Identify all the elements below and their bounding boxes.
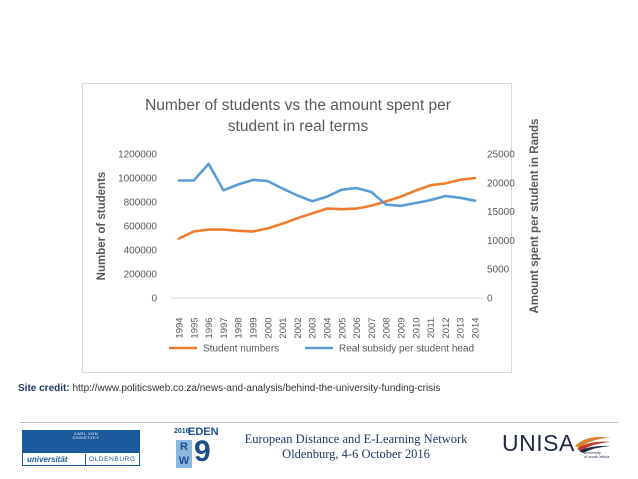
left-tick-label: 400000 — [123, 245, 157, 257]
site-credit-url[interactable]: http://www.politicsweb.co.za/news-and-analysis/behind-the-university-funding-crisis — [72, 383, 441, 394]
oldenburg-logo-carl: CARL VON OSSIETZKY — [72, 431, 100, 440]
unisa-subtitle-1: university — [584, 450, 601, 455]
x-tick-label: 1997 — [218, 317, 230, 339]
line-chart — [83, 84, 541, 374]
oldenburg-logo — [22, 430, 140, 466]
x-tick-label: 2009 — [396, 317, 408, 339]
x-tick-label: 1994 — [174, 317, 186, 339]
conference-name: European Distance and E-Learning Network — [244, 432, 468, 446]
left-tick-label: 600000 — [123, 221, 157, 233]
left-tick-label: 1000000 — [118, 173, 157, 185]
x-tick-label: 2003 — [307, 317, 319, 339]
right-tick-label: 25000 — [487, 149, 515, 161]
x-tick-label: 2014 — [470, 317, 482, 339]
conference-date: Oldenburg, 4-6 October 2016 — [282, 447, 430, 461]
x-tick-label: 2013 — [455, 317, 467, 339]
left-tick-label: 1200000 — [118, 149, 157, 161]
x-tick-label: 2012 — [440, 317, 452, 339]
y-axis-title-left: Number of students — [96, 171, 108, 281]
eden-logo — [174, 428, 230, 468]
x-tick-label: 2006 — [352, 317, 364, 339]
right-tick-label: 0 — [487, 293, 493, 305]
right-tick-label: 10000 — [487, 235, 515, 247]
x-tick-label: 2004 — [322, 317, 334, 339]
right-tick-label: 15000 — [487, 207, 515, 219]
x-tick-label: 1995 — [189, 317, 201, 339]
eden-logo-w: W — [176, 454, 192, 468]
oldenburg-logo-wordmark — [22, 452, 140, 466]
oldenburg-logo-separator — [85, 454, 86, 465]
x-tick-label: 2001 — [278, 317, 290, 339]
left-tick-label: 0 — [151, 293, 157, 305]
eden-logo-number: 9 — [194, 435, 211, 468]
oldenburg-logo-city: OLDENBURG — [89, 456, 136, 463]
footer-divider — [20, 422, 618, 423]
series-line-student-numbers — [179, 178, 475, 239]
eden-logo-year: 2016 — [174, 428, 190, 435]
legend-label-2: Real subsidy per student head — [339, 343, 475, 355]
left-tick-label: 200000 — [123, 269, 157, 281]
y-axis-title-right: Amount spent per student in Rands — [529, 118, 541, 314]
x-tick-label: 2010 — [411, 317, 423, 339]
eden-logo-name: EDEN — [188, 426, 219, 438]
chart-frame — [82, 83, 541, 373]
eden-logo-r: R — [176, 440, 192, 454]
unisa-subtitle — [584, 451, 609, 459]
legend-label-1: Student numbers — [203, 343, 280, 355]
x-tick-label: 2002 — [292, 317, 304, 339]
right-tick-label: 5000 — [487, 264, 510, 276]
unisa-logo-text: UNISA — [502, 430, 575, 456]
chart-title-line-1: Number of students vs the amount spent per — [145, 97, 451, 114]
unisa-subtitle-2: of south africa — [584, 454, 610, 459]
x-tick-label: 2011 — [426, 317, 438, 339]
conference-title — [236, 432, 476, 462]
x-tick-label: 2008 — [381, 317, 393, 339]
x-tick-label: 1999 — [248, 317, 260, 339]
x-tick-label: 1996 — [204, 317, 216, 339]
site-credit-label: Site credit: — [18, 383, 70, 394]
right-tick-label: 20000 — [487, 178, 515, 190]
left-tick-label: 800000 — [123, 197, 157, 209]
site-credit — [18, 383, 440, 394]
oldenburg-logo-universitat: universität — [27, 455, 68, 464]
chart-title-line-2: student in real terms — [227, 118, 369, 135]
x-tick-label: 1998 — [233, 317, 245, 339]
x-tick-label: 2000 — [263, 317, 275, 339]
x-tick-label: 2005 — [337, 317, 349, 339]
oldenburg-logo-banner — [22, 430, 140, 452]
x-tick-label: 2007 — [366, 317, 378, 339]
